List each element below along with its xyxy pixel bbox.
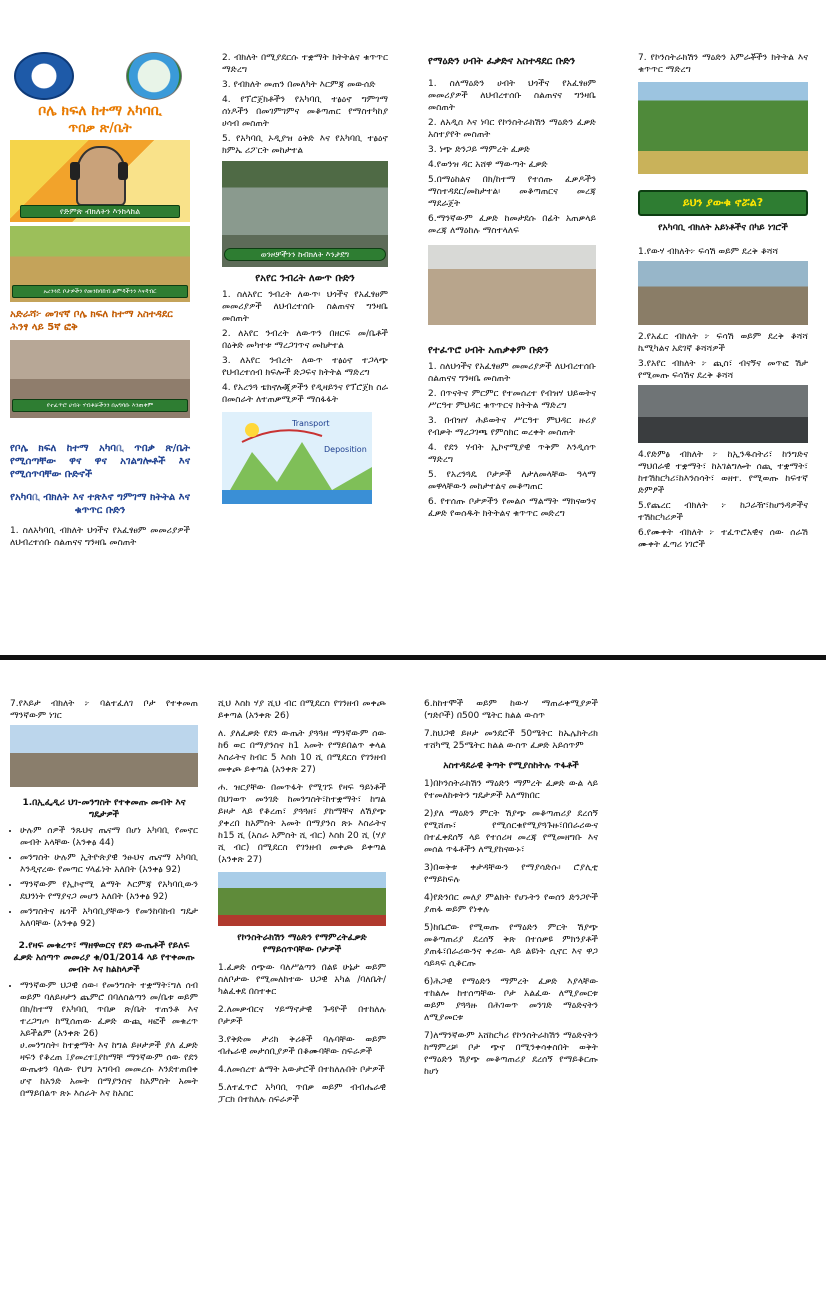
nature-item-2: 2. በጥናትና ምርምር የተመሰረተ የብዝሃ ህይወትና ሥርዓተ ምህዳር ቁጥጥርና ክትትል ማድረግ (428, 389, 596, 411)
column-1 (10, 50, 190, 552)
directive-list (10, 980, 198, 1040)
mineral-item-3: 3. ነጭ ድንጋይ ማምረት ፈቃድ (428, 145, 531, 155)
directive-penalty-c: ሐ. ዝርያቸው በመጥፋት የሚገኙ የዛፍ ዓይነቶች በህገወጥ መንገድ ከመንግስት፣ከተቋማት፣ ከግል ይዞታ ላይ የቆረጠ፣ ያጓጓዘ፣ ያከማቸና ለሽያጭ ያቀረበ ከአምስት አመት በማያንስ ጽኑ እስራትና ከ15 ሺ (አስራ አምስት ሺ ብር) እስከ 20 ሺ (ሃያ ሺ ብር) በሚደርስ የገንዘብ መቀጮ ይቀጣል (አንቀጽ 27) (218, 783, 386, 865)
field-caption: አረንጓዴ ቦታዎችን የመንከባከብ ልምዳችንን እናዳብር (12, 285, 188, 298)
air-pollution-image (638, 385, 808, 443)
constitution-item-4: • መንግስትና ዜጎች አካባቢያቸውን የመንከባከብ ግዴታ አለባቸው (አንቀፅ 92) (20, 906, 198, 930)
pollution-type-2: 2.የአፈር ብክለት ፦ ፍሳሽ ወይም ደረቅ ቆሻሻ ኬሚካልና አደገኛ ቆሻሻዎች (638, 332, 808, 354)
penalty-3: 3)በወቅቱ ቀታዳቸውን የማያሳድሱ፡ ሮያሊቲ የማይከፍሉ (424, 863, 598, 885)
no-license-item-4: 4.ለመሰረተ ልማት አውታሮች በተከለሉበት ቦታዎች (218, 1065, 385, 1075)
directive-heading: 2.የዛፍ መቁረጥ፣ ማዘዋወርና የደን ውጤቶች የይለፍ ፈቃድ አሰጣጥ መመሪያ ቁ/01/2014 ላይ የተቀመጡ መብት እና ክልከላዎች (13, 941, 195, 975)
no-license-heading: የኮንስትራክሽን ማዕድን የማምረትፈቃድ የማይሰጥባቸው ቦታዎች (237, 933, 367, 955)
directive-penalty-a-cont: ሺህ እስከ ሃያ ሺህ ብር በሚደርስ የገንዘብ መቀጮ ይቀጣል (አንቀጽ 26) (218, 699, 386, 721)
penalty-1: 1)በኮንስትራክሽን ማዕድን ማምረት ፈቃድ ውል ላይ የተመለከቱትን ግዴታዎች አለማክበር (424, 779, 598, 801)
headphone-left (70, 162, 80, 180)
mineral-item-5: 5.በማዕከልና በክ/ከተማ የተሰጡ ፈቃዶችን ማስተዳደር/መከታተል፡ መቆጣጠርና መረጃ ማደራጀት (428, 175, 596, 209)
constitution-list (10, 825, 198, 930)
pollution-type-4: 4.የድምፅ ብክለት ፦ ከኢንዱስትሪ፣ ከንግድና ማህበራዊ ተቋማት፣ ከአገልግሎት ሰጪ ተቋማት፣ ከተሽከርካሪ፣ከእንስሳት፣ ወዘተ. የሚወጡ ከፍተኛ ድምፆች (638, 450, 808, 496)
did-you-know-banner (638, 190, 808, 216)
directive-penalty-a: ሀ.መንግስት፡ ከተቋማት እና ከግል ይዞታዎች ያለ ፈቃድ ዛፍን የቆረጠ ፤ያመረተ፤ያከማቸ ማንኛውም ሰው የደን ውጤቱን ባለው የህግ አግባብ መመረሱ እንደተጠበቀ ሆኖ ከአንድ አመት በማያንስና ከአምስት አመት በማይበልጥ ጽኑ እስራት እና ከአስር (20, 1041, 198, 1099)
pollution-type-1: 1.የውሃ ብክለት፦ ፍሳሽ ወይም ደረቅ ቆሻሻ (638, 247, 779, 257)
air-item-4: 4. የአረንጓ ቴክኖሎጂዎችን የዲዛይንና የፕሮጀክ ስራ በመስራት ለተጠቃሚዎች ማስፋፋት (222, 383, 388, 405)
garden-image (638, 82, 808, 174)
pollution-team-heading: የአካባቢ ብክለት እና ተጽእኖ ግምገማ ክትትል እና ቁጥጥር ቡድን (10, 492, 190, 516)
air-item-1: 1. ስለአየር ንብረት ለውጥ፡ ህጎችና የአፈፃፀም መመሪያዎች ለህብረተሰቡ ስልጠናና ግንዛቤ መስጠት (222, 290, 388, 324)
city-logo (14, 52, 74, 100)
pollution-item-5: 5. የአካባቢ ኦዲያዝ ዕቅድ እና የአካባቢ ተፅዕኖ ክምኤ ሪፖርት መከታተል (222, 134, 388, 156)
pollution-item-2: 2. ብክለት በሚያደርሱ ተቋማት ክትትልና ቁጥጥር ማድረግ (222, 53, 388, 75)
constitution-item-3: • ማንኛውም የኢኮኖሚ ልማት እርምጃ የአካባቢውን ደህንነት የማያናጋ መሆን አለበት (አንቀፅ 92) (20, 879, 198, 903)
pollution-type-7: 7.የእይታ ብክለት ፦ ባልተፈለገ ቦታ የተቀመጠ ማንኛውም ነገር (10, 699, 198, 721)
dump-caption: የተፈጥሮ ሀብት ሃብቶቻችንን በአግባቡ እንጠቀም (12, 399, 188, 412)
penalty-7: 7)ለማንኛውም አሸከርካሪ የኮንስትራክሽን ማዕድናትን ከማምረቻ ቦታ ጭኖ በሚንቀሳቀስበት ወቅት የማዕድን ሽያጭ መቆጣጠሪያ ደረሰኝ የማይቆርጡ ከሆነ (424, 1031, 598, 1077)
headphone-right (118, 162, 128, 180)
water-pollution-image (638, 261, 808, 325)
quarry-image (428, 245, 596, 325)
header-subtitle: ጥበቃ ጽ/ቤት (68, 121, 132, 136)
column-2 (222, 52, 388, 508)
no-license-item-6: 6.ከከተሞች ወይም ከውሃ ማጠራቀሚያዎች (ግድቦች) በ500 ሜትር ክልል ውስጥ (424, 699, 598, 721)
pollution-type-3: 3.የአየር ብክለት ፦ ጪስ፣ ብናኝና መጥፎ ሽታ የሚመጡ ፍሳሽና ደረቅ ቆሻሻ (638, 359, 808, 381)
address-label: አድራሻ፦ መገናኛ ቦሌ ክፍለ ከተማ አስተዳደር ሕንፃ ላይ 5ኛ ፎቅ (10, 309, 173, 333)
dump-image (10, 340, 190, 418)
nature-item-5: 5. የአረንጓዴ ቦታዎች ለታለመላቸው ዓላማ መዋላቸውን መከታተልና መቆጣጠር (428, 470, 596, 492)
nature-item-4: 4. የደን ሃብት ኢኮኖሚያዊ ጥቅም እንዲሰጥ ማድረግ (428, 443, 596, 465)
epa-logo (126, 52, 182, 100)
no-license-item-2: 2.ለመቃብርና ሃይማኖታዊ ጉዳዮች በተከለሉ ቦታዎች (218, 1005, 386, 1027)
no-license-item-5: 5.ለተፈጥሮ አካባቢ ጥበቃ ወይም ብብሔራዊ ፓርክ በተከለሉ ስፍራዎች (218, 1083, 386, 1105)
header-title: ቦሌ ክፍለ ከተማ አካባቢ (38, 103, 162, 119)
column-4 (638, 52, 808, 554)
column-6 (218, 698, 386, 1109)
noise-banner-caption: የድምጽ ብክለትን እንከላከል (20, 205, 180, 218)
mineral-item-6: 6.ማንኛውም ፈቃድ ከመታደሱ በፊት አጠቃላይ መረጃ ለማዕከሉ ማስተላለፍ (428, 214, 596, 236)
constitution-item-1: • ሁሉም ሰዎች ንጹህና ጤናማ በሆነ አካባቢ የመኖር መብት አላቸው (አንቀፅ 44) (20, 825, 198, 849)
penalties-heading: አስተዳደራዊ ቅጣት የሚያስከትሉ ጥፋቶች (443, 761, 579, 771)
water-cycle-svg (222, 412, 372, 504)
nature-heading: የተፈጥሮ ሀብት አጠቃቀም ቡድን (428, 345, 549, 356)
transport-label: Transport (292, 419, 330, 428)
nature-item-6: 6. የተሰጡ ቦታዎችን የመልሶ ማልማት ማክናወንና ፈቃድ የወሰዱት ክትትልና ቁጥጥር መድረግ (428, 497, 596, 519)
penalty-6: 6)ሕጋዊ የማዕድን ማምረት ፈቃድ እያላቸው ተከልሎ ከተሰጣቸው ቦታ አልፈው ለሚያመርቱ ወይም ያጓጓዙ በሕገወጥ መንገድ ማዕድናትን ለሚያመርቱ (424, 977, 598, 1023)
did-you-know-text: ይህን ያውቁ ኖሯል? (682, 196, 764, 209)
mineral-item-2: 2. ለአዲስ እና ነባር የኮንስትራክሽን ማዕድን ፈቃድ አስተያየት መስጠት (428, 118, 596, 140)
no-license-item-3: 3.የቅድመ ታሪክ ቅሪቶች ባሉባቸው ወይም ብሔራዊ መታሰቢያዎች በቆሙባቸው ስፍራዎች (218, 1035, 386, 1057)
nature-item-1: 1. ስለህጎችና የአፈፃፀም መመሪያዎች ለህብረተሰቡ ስልጠናና ግንዛቤ መስጠት (428, 362, 596, 384)
pollution-types-heading: የአካባቢ ብክለት አይነቶችና በካይ ነገሮች (658, 223, 788, 233)
column-7 (424, 698, 598, 1081)
air-item-2: 2. ለአየር ንብረት ለውጥን በዘርፍ መ/ቤቶች በዕቅድ መካተቱ ማረጋገጥና መከታተል (222, 329, 388, 351)
mineral-item-1: 1. ስለማዕድን ሀብት ህጎችና የአፈፃፀም መመሪያዎች ለህብረተሰቡ ስልጠናና ግንዛቤ መስጠት (428, 79, 596, 113)
nature-item-3: 3. በብዝሃ ሕይወትና ሥርዓተ ምህዳር ዙሪያ የብቃት ማረጋገጫ የምስክር ወረቀት መስጠት (428, 416, 596, 438)
column-3 (428, 52, 596, 523)
services-heading: የቦሌ ክፍለ ከተማ አካባቢ ጥበቃ ጽ/ቤት የሚሰጣቸው ዋና ዋና አገልግሎቶች እና የሚሰጥባቸው ቡድኖች (10, 443, 190, 480)
water-cycle-diagram (222, 412, 388, 508)
pollution-type-6: 6.የሙቀት ብክለት ፦ ተፈጥሮአዊና ሰው ሰራሽ ሙቀት ፈጣሪ ነገሮች (638, 528, 808, 550)
panel-divider (0, 655, 826, 660)
no-license-item-7: 7.ከህጋዊ ይዞታ መንደሮች 50ሜትር ከኤሌክትሪክ ተሸካሚ 25ሜትር ክልል ውስጥ ፈቃድ አይሰጥም (424, 729, 598, 751)
directive-item-1: • ማንኛውም ህጋዊ ሰው፡ የመንግስት ተቋማት፣ግለ ሰብ ወይም ባለይዞታን ጨምሮ በባለስልጣን መ/ቤቱ ወይም በክ/ከተማ የአካባቢ ጥበቃ ጽ/ቤት ተጠንቶ እና ተረጋግጦ ከሚሰጠው ፈቃድ ውጪ ዛፎች መቁረጥ አይችልም (አንቀጽ 26) (20, 980, 198, 1040)
penalty-2: 2)ያለ ማዕድን ምርት ሽያጭ መቆጣጠሪያ ደረሰኝ የሚሸጡ፣ የሚሰርቁየሚያጓጉዙ፣በበራሪውና በተፈቀደሰኝ ላይ የተሰሪዛ መረጃ የሚመዘግቡ እና መሰል ጥፋቶችን ለሚያከናውኑ፣ (424, 809, 598, 855)
mineral-heading: የማዕድን ሀብት ፈቃድና አስተዳደር ቡድን (428, 56, 576, 67)
deposition-label: Deposition (324, 445, 367, 454)
constitution-item-2: • መንግስት ሁሉም ኢትዮጵያዊ ንፁህና ጤናማ አካባቢ እንዲኖረው የመጣር ሃላፊነት አለበት (አንቀፅ 92) (20, 852, 198, 876)
pollution-item-3: 3. የብክለት መጠን በመለካት እርምጃ መውሰድ (222, 80, 376, 90)
river-image (222, 161, 388, 267)
visual-pollution-image (10, 725, 198, 787)
no-license-item-1: 1.ፈቃድ ሰጭው ባለሥልጣን በልዩ ሁኔታ ወይም ስለቦታው የሚመለከተው ህጋዊ አካል /ባለቤት/ ካልፈቀደ በስተቀር (218, 963, 386, 997)
air-item-3: 3. ለአየር ንብረት ለውጥ ተፅዕኖ ተጋላጭ የህብረተሰብ ክፍሎች ድጋፍና ክትትል ማድረግ (222, 356, 388, 378)
column-5 (10, 698, 198, 1103)
pollution-type-5: 5.የጨረር ብክለት ፦ ከጋራዥ፣ከሆንዳዎችና ተሽከርካሪዎች (638, 501, 808, 523)
penalty-5: 5)ከቤሮው የሚወጡ የማዕድን ምርት ሽያጭ መቆጣጠሪያ ደረሰኝ ቅጽ በተሰቃዩ ምክንያቶች ያጠፋ፣በራሪውንና ቀሪው ላይ ልዩነት ሲኖር እና ዋጋ ሳይጻፍ ሲቆርጡ (424, 923, 598, 969)
pollution-item-4: 4. የፕሮጀክቶችን የአካባቢ ተፅዕኖ ግምገማ ሰነዶችን በመገምገምና መቆጣጠር የማስተካከያ ሀሳብ መስጠት (222, 95, 388, 129)
mineral-item-7: 7. የኮንስትራክሽን ማዕድን አምራቾችን ክትትል እና ቁጥጥር ማድረግ (638, 53, 808, 75)
penalty-4: 4)የድንበር መለያ ምልክት የሆኑትን የወሰን ድንጋዮች ያጠፋ ወይም የነቀሉ (424, 893, 598, 915)
mineral-item-4: 4.የወንዝ ዳር አሸዋ ማውጣት ፈቃድ (428, 160, 548, 170)
river-caption: ወንዞቻችንን ከብክለት እንታደግ (224, 248, 386, 261)
field-image (10, 226, 190, 302)
constitution-heading: 1.በኢፌዲሪ ህገ-መንግስት የተቀመጡ መብት እና ግዴታዎች (22, 798, 186, 820)
directive-penalty-b: ለ. ያለፈቃድ የደን ውጤት ያጓጓዘ ማንኛውም ሰው ከ6 ወር በማያንስና ከ1 አመት የማይበልጥ ቀላል እስራትና ከብር 5 እስከ 10 ሺ በሚደርስ የገንዘብ መቀጮ ይቀጣል (አንቀጽ 27) (218, 729, 386, 775)
pollution-item-1: 1. ስለአካባቢ ብክለት ህጎችና የአፈፃፀም መመሪያዎች ለህብረተሰቡ ስልጠናና ግንዛቤ መስጠት (10, 526, 190, 548)
air-heading: የአየር ንብረት ለውጥ ቡድን (255, 273, 355, 284)
logo-row (10, 50, 190, 102)
noise-banner-image (10, 140, 190, 222)
tree-image (218, 872, 386, 926)
